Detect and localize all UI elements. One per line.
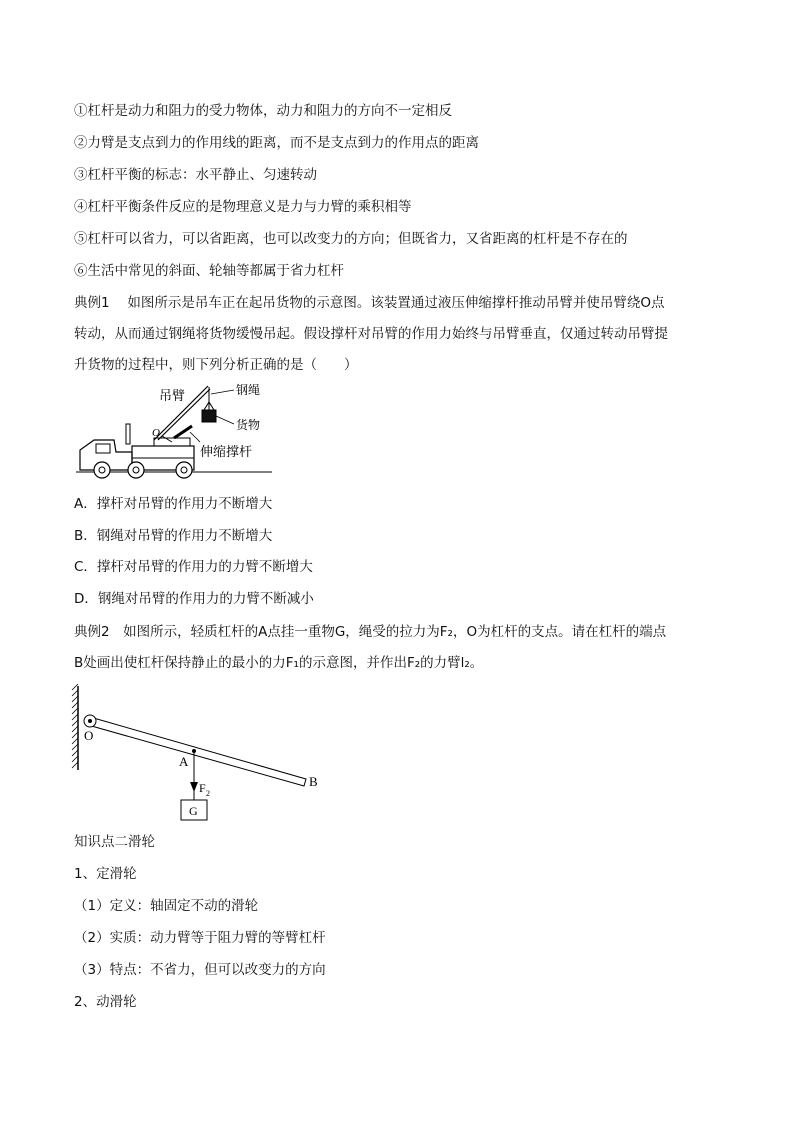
label-F-subscript: 2	[206, 789, 210, 798]
point-5: ⑤杠杆可以省力，可以省距离，也可以改变力的方向；但既省力，又省距离的杠杆是不存在的	[74, 231, 628, 247]
label-cargo: 货物	[236, 418, 261, 432]
point-1: ①杠杆是动力和阻力的受力物体，动力和阻力的方向不一定相反	[74, 103, 452, 119]
fixed-pulley-item-2: （2）实质：动力臂等于阻力臂的等臂杠杆	[74, 930, 326, 946]
example1-line-1: 典例1 如图所示是吊车正在起吊货物的示意图。该装置通过液压伸缩撑杆推动吊臂并使吊臂绕O点	[74, 295, 665, 311]
subsection-fixed-pulley: 1、定滑轮	[74, 866, 137, 882]
label-B: B	[309, 774, 318, 789]
label-G: G	[189, 804, 198, 818]
label-arm: 吊臂	[159, 389, 186, 404]
point-3: ③杠杆平衡的标志：水平静止、匀速转动	[74, 167, 317, 183]
label-O: O	[84, 728, 94, 743]
fixed-pulley-item-1: （1）定义：轴固定不动的滑轮	[74, 898, 259, 914]
label-A: A	[179, 754, 189, 769]
crane-figure	[74, 380, 274, 480]
example2-line-1: 典例2 如图所示，轻质杠杆的A点挂一重物G，绳受的拉力为F₂，O为杠杆的支点。请在杠杆的端点	[74, 624, 667, 640]
option-d: D．钢绳对吊臂的作用力的力臂不断减小	[74, 591, 314, 607]
point-2: ②力臂是支点到力的作用线的距离，而不是支点到力的作用点的距离	[74, 135, 479, 151]
lever-figure	[70, 682, 330, 822]
option-c: C．撑杆对吊臂的作用力的力臂不断增大	[74, 559, 313, 575]
label-rope: 钢绳	[236, 383, 261, 397]
label-strut: 伸缩撑杆	[200, 445, 253, 460]
point-6: ⑥生活中常见的斜面、轮轴等都属于省力杠杆	[74, 263, 344, 279]
example2-line-2: B处画出使杠杆保持静止的最小的力F₁的示意图，并作出F₂的力臂l₂。	[74, 655, 484, 671]
option-b: B．钢绳对吊臂的作用力不断增大	[74, 528, 273, 544]
example1-line-3: 升货物的过程中，则下列分析正确的是（ ）	[74, 357, 358, 373]
option-a: A．撑杆对吊臂的作用力不断增大	[74, 496, 273, 512]
fixed-pulley-item-3: （3）特点：不省力，但可以改变力的方向	[74, 962, 326, 978]
subsection-movable-pulley: 2、动滑轮	[74, 994, 137, 1010]
label-pivot-O: O	[152, 427, 160, 439]
example1-line-2: 转动，从而通过钢绳将货物缓慢吊起。假设撑杆对吊臂的作用力始终与吊臂垂直，仅通过转动吊臂提	[74, 326, 668, 342]
point-4: ④杠杆平衡条件反应的是物理意义是力与力臂的乘积相等	[74, 199, 412, 215]
section-title: 知识点二滑轮	[74, 834, 155, 850]
label-F: F	[199, 781, 206, 795]
